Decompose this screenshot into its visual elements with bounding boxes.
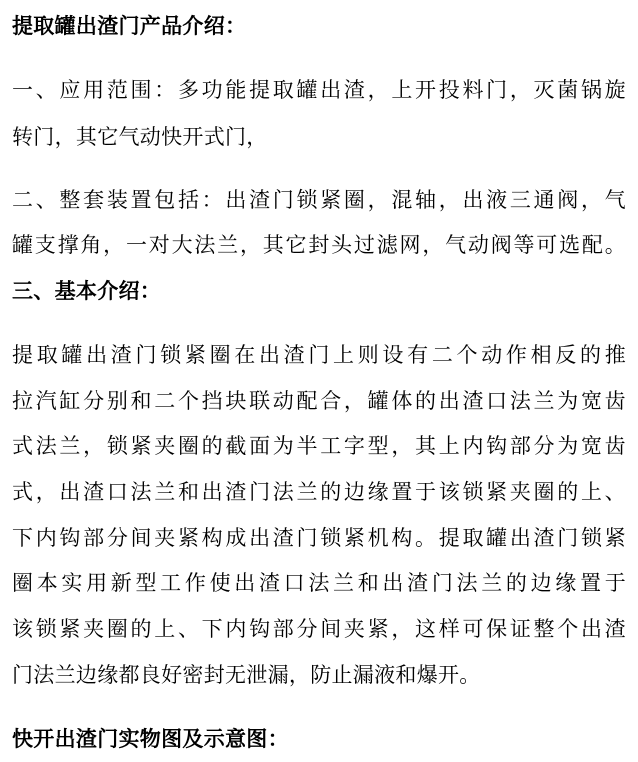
paragraph-line: 提取罐出渣门锁紧圈在出渣门上则设有二个动作相反的推 [12, 343, 626, 367]
section1-line1: 一、应用范围：多功能提取罐出渣，上开投料门，灭菌锅旋 [12, 78, 626, 102]
section3-heading: 三、基本介绍： [12, 279, 162, 303]
document-title: 提取罐出渣门产品介绍： [12, 14, 247, 38]
paragraph-line: 式，出渣口法兰和出渣门法兰的边缘置于该锁紧夹圈的上、 [12, 480, 626, 504]
section2-line1: 二、整套装置包括：出渣门锁紧圈，混轴，出液三通阀，气 [12, 188, 626, 212]
paragraph-line: 该锁紧夹圈的上、下内钩部分间夹紧，这样可保证整个出渣 [12, 617, 626, 641]
paragraph-line: 门法兰边缘都良好密封无泄漏，防止漏液和爆开。 [12, 663, 481, 687]
paragraph-line: 下内钩部分间夹紧构成出渣门锁紧机构。提取罐出渣门锁紧 [12, 526, 626, 550]
section1-line2: 转门，其它气动快开式门， [12, 125, 268, 149]
paragraph-line: 圈本实用新型工作使出渣口法兰和出渣门法兰的边缘置于 [12, 571, 626, 595]
footer-heading: 快开出渣门实物图及示意图： [12, 727, 289, 751]
paragraph-line: 式法兰，锁紧夹圈的截面为半工字型，其上内钩部分为宽齿 [12, 434, 626, 458]
section2-line2: 罐支撑角，一对大法兰，其它封头过滤网，气动阀等可选配。 [12, 233, 626, 257]
paragraph-line: 拉汽缸分别和二个挡块联动配合，罐体的出渣口法兰为宽齿 [12, 389, 626, 413]
